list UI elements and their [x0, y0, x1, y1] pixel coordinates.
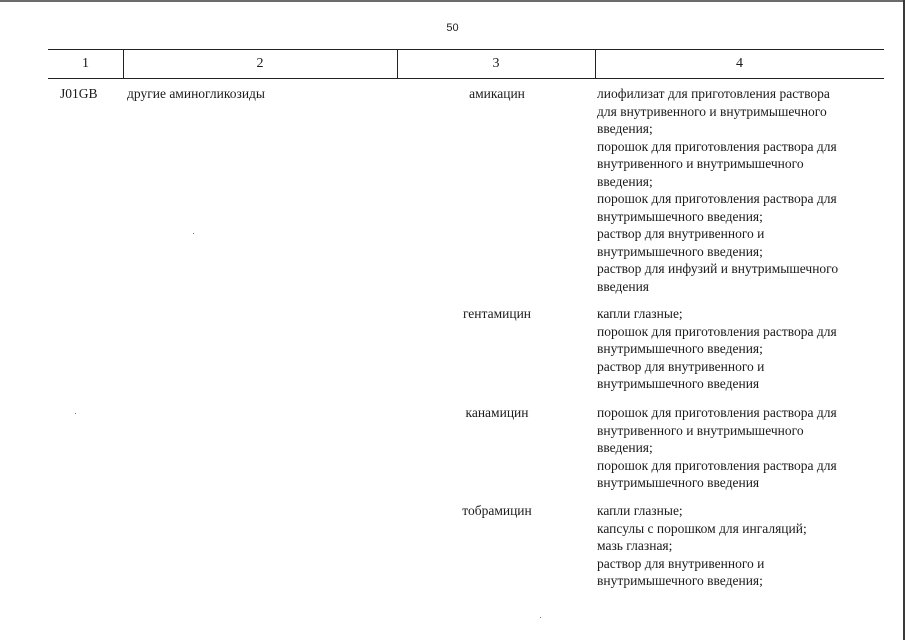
- dosage-form-line: введения;: [597, 121, 653, 136]
- page-number: 50: [446, 22, 459, 34]
- dosage-form-line: порошок для приготовления раствора для: [597, 405, 837, 420]
- column-header-2: 2: [123, 50, 398, 78]
- table-header-row: [48, 49, 884, 79]
- dosage-form-line: порошок для приготовления раствора для: [597, 191, 837, 206]
- dosage-forms-tobramycin: [597, 502, 887, 590]
- dosage-form-line: порошок для приготовления раствора для: [597, 138, 837, 154]
- dosage-form-line: капли глазные;: [597, 503, 683, 518]
- dosage-form-line: раствор для внутривенного и: [597, 555, 765, 571]
- dosage-form-line: внутримышечного введения;: [597, 243, 763, 259]
- dosage-form-line: мазь глазная;: [597, 538, 673, 553]
- dosage-form-line: лиофилизат для приготовления раствора: [597, 86, 830, 101]
- atc-code: J01GB: [60, 86, 98, 101]
- dosage-form-line: капли глазные;: [597, 306, 683, 321]
- scan-speck: [193, 233, 194, 234]
- dosage-form-line: порошок для приготовления раствора для: [597, 323, 837, 339]
- dosage-form-line: внутримышечного введения: [597, 376, 760, 391]
- dosage-form-line: внутривенного и внутримышечного: [597, 422, 804, 438]
- dosage-form-line: порошок для приготовления раствора для: [597, 457, 837, 473]
- scan-edge-top: [0, 0, 905, 2]
- dosage-form-line: внутримышечного введения;: [597, 341, 763, 356]
- scan-speck: [540, 617, 541, 618]
- dosage-form-line: введения;: [597, 440, 653, 455]
- column-header-1: 1: [48, 50, 124, 78]
- dosage-form-line: внутримышечного введения: [597, 475, 760, 490]
- dosage-form-line: внутримышечного введения;: [597, 573, 763, 588]
- dosage-form-line: раствор для инфузий и внутримышечного: [597, 261, 839, 276]
- drug-name-amikacin: амикацин: [469, 86, 525, 101]
- drug-name-tobramycin: тобрамицин: [462, 503, 532, 518]
- dosage-form-line: введения: [597, 278, 650, 294]
- dosage-form-line: раствор для внутривенного и: [597, 358, 765, 374]
- dosage-form-line: введения;: [597, 173, 653, 189]
- dosage-form-line: для внутривенного и внутримышечного: [597, 103, 827, 119]
- dosage-forms-kanamycin: [597, 404, 887, 492]
- dosage-form-line: внутривенного и внутримышечного: [597, 156, 804, 171]
- drug-name-kanamycin: канамицин: [465, 405, 529, 420]
- dosage-form-line: внутримышечного введения;: [597, 208, 763, 224]
- drug-name-gentamicin: гентамицин: [462, 306, 532, 321]
- dosage-form-line: капсулы с порошком для ингаляций;: [597, 520, 807, 536]
- dosage-forms-gentamicin: [597, 305, 887, 393]
- atc-group-name: другие аминогликозиды: [127, 86, 265, 101]
- scan-speck: [75, 413, 76, 414]
- dosage-forms-amikacin: [597, 85, 887, 295]
- column-header-4: 4: [736, 56, 743, 71]
- dosage-form-line: раствор для внутривенного и: [597, 226, 765, 241]
- column-header-3: 3: [397, 50, 596, 78]
